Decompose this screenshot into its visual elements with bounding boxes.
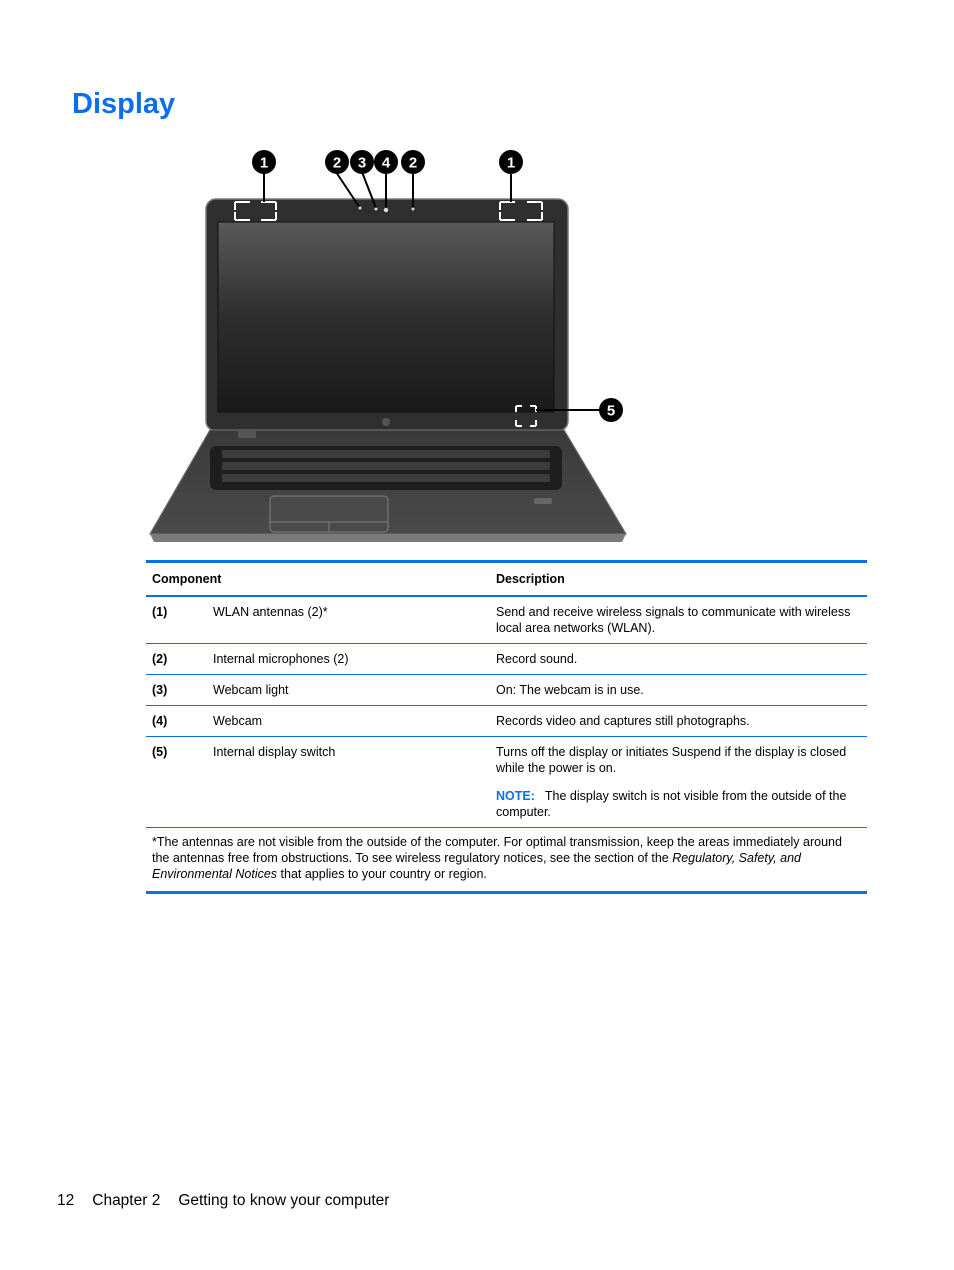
component-description: Record sound. [496,652,578,666]
page-title: Display [72,88,176,120]
header-component: Component [146,562,490,597]
callout-2-left [325,150,349,174]
laptop-display-illustration [140,144,640,548]
callout-3 [350,150,374,174]
svg-text:5: 5 [606,402,616,420]
svg-text:4: 4 [381,154,391,172]
table-header-row [146,562,867,597]
callout-1-left [252,150,276,174]
component-name: Internal display switch [213,745,336,759]
component-description: Turns off the display or initiates Suspend if the display is closed while the power is on. [496,745,847,775]
component-name: WLAN antennas (2)* [213,605,328,619]
page-number: 12 [57,1192,75,1209]
table-row [146,706,867,737]
row-number: (4) [152,714,168,728]
page-footer [57,1192,407,1210]
footnote-text: *The antennas are not visible from the outside of the computer. For optimal transmission, keep the areas immediately around the antennas free from obstructions. To see wireless regulatory notices, see the section of the [152,835,842,865]
component-table [146,560,867,894]
svg-text:2: 2 [332,154,342,172]
row-number: (3) [152,683,168,697]
row-number: (5) [152,745,168,759]
component-name: Webcam light [213,683,289,697]
svg-text:2: 2 [408,154,418,172]
component-name: Internal microphones (2) [213,652,349,666]
note-text: The display switch is not visible from the outside of the computer. [496,789,847,819]
row-number: (1) [152,605,168,619]
footnote-italic: Regulatory, Safety, and Environmental Notices [152,851,801,881]
note-label: NOTE: [496,789,535,803]
footnote [146,828,867,893]
table-row [146,596,867,644]
callout-5 [599,398,623,422]
component-name: Webcam [213,714,263,728]
note [496,788,861,820]
table-row [146,737,867,828]
component-description: Send and receive wireless signals to communicate with wireless local area networks (WLAN). [496,605,851,635]
svg-text:3: 3 [357,154,367,172]
laptop-lid [206,199,568,431]
footnote-row [146,828,867,893]
laptop-base [150,430,626,542]
component-description: Records video and captures still photographs. [496,714,750,728]
table-row [146,644,867,675]
chapter-title: Getting to know your computer [178,1192,390,1209]
row-number: (2) [152,652,168,666]
chapter-label: Chapter 2 [92,1192,161,1209]
component-description-cell [490,737,867,828]
callout-4 [374,150,398,174]
table-row [146,675,867,706]
svg-text:1: 1 [259,154,269,172]
callout-1-right [499,150,523,174]
header-description: Description [490,562,867,597]
footnote-tail: that applies to your country or region. [277,867,487,881]
callout-2-right [401,150,425,174]
component-description: On: The webcam is in use. [496,683,644,697]
svg-text:1: 1 [506,154,516,172]
